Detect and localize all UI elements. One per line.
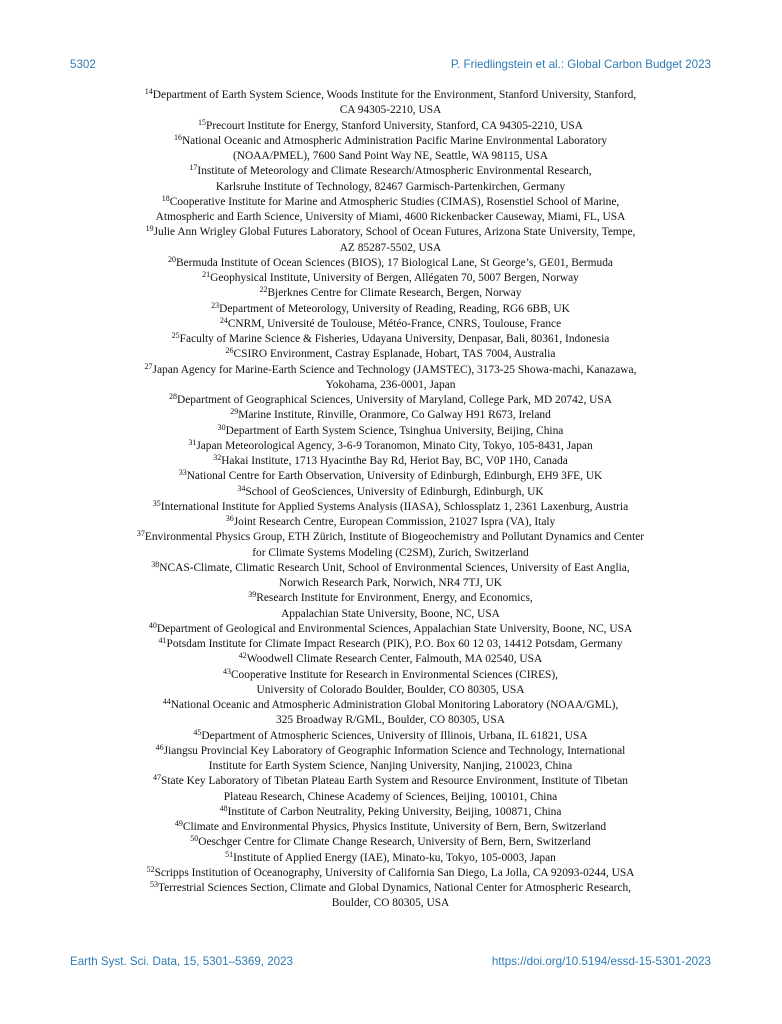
affiliation-text-line: Karlsruhe Institute of Technology, 82467 Garmisch-Partenkirchen, Germany: [215, 180, 566, 193]
affiliation-text-line: NCAS-Climate, Climatic Research Unit, School of Environmental Sciences, University of East Anglia,: [159, 561, 630, 574]
affiliation-text-line: Bermuda Institute of Ocean Sciences (BIOS), 17 Biological Lane, St George’s, GE01, Bermuda: [176, 256, 613, 269]
affiliation-14: [70, 88, 711, 119]
affiliation-number: 31: [188, 437, 197, 447]
affiliation-28: [70, 393, 711, 408]
journal-citation: Earth Syst. Sci. Data, 15, 5301–5369, 2023: [70, 955, 294, 968]
affiliation-text-line: University of Colorado Boulder, Boulder, CO 80305, USA: [256, 683, 525, 696]
affiliation-number: 40: [148, 620, 157, 630]
affiliation-text-line: Precourt Institute for Energy, Stanford University, Stanford, CA 94305-2210, USA: [205, 119, 583, 132]
affiliation-text-line: Japan Meteorological Agency, 3-6-9 Toranomon, Minato City, Tokyo, 105-8431, Japan: [196, 439, 593, 452]
affiliation-text-line: CNRM, Université de Toulouse, Météo-France, CNRS, Toulouse, France: [227, 317, 562, 330]
affiliation-number: 48: [219, 803, 228, 813]
affiliation-number: 25: [171, 331, 180, 340]
affiliation-45: [70, 729, 711, 744]
affiliation-number: 42: [238, 651, 247, 661]
affiliation-number: 45: [193, 727, 202, 737]
affiliation-number: 52: [146, 864, 155, 874]
affiliation-24: [70, 317, 711, 332]
affiliation-number: 36: [225, 514, 234, 523]
affiliation-text-line: Institute for Earth System Science, Nanjing University, Nanjing, 210023, China: [208, 760, 573, 772]
affiliation-text-line: Yokohama, 236-0001, Japan: [325, 378, 456, 391]
affiliation-number: 21: [202, 270, 211, 279]
affiliation-32: [70, 454, 711, 469]
affiliation-number: 16: [173, 132, 182, 142]
affiliation-text-line: School of GeoSciences, University of Edinburgh, Edinburgh, UK: [245, 485, 544, 498]
affiliation-text-line: Woodwell Climate Research Center, Falmouth, MA 02540, USA: [246, 653, 543, 666]
affiliation-text-line: for Climate Systems Modeling (C2SM), Zurich, Switzerland: [252, 546, 529, 559]
affiliation-number: 46: [155, 742, 164, 752]
affiliation-text-line: Joint Research Centre, European Commission, 21027 Ispra (VA), Italy: [233, 516, 556, 528]
affiliation-text-line: Julie Ann Wrigley Global Futures Laboratory, School of Ocean Futures, Arizona State University, Tempe,: [153, 226, 636, 239]
affiliation-21: [70, 271, 711, 286]
affiliation-number: 27: [144, 361, 153, 371]
affiliation-number: 26: [225, 346, 234, 356]
affiliation-text-line: Climate and Environmental Physics, Physics Institute, University of Bern, Bern, Switzerland: [182, 821, 607, 833]
affiliation-16: [70, 134, 711, 165]
affiliation-text-line: Terrestrial Sciences Section, Climate and Global Dynamics, National Center for Atmospheric Research,: [157, 882, 632, 894]
affiliation-number: 24: [219, 315, 228, 325]
affiliation-text-line: National Centre for Earth Observation, University of Edinburgh, Edinburgh, EH9 3FE, UK: [186, 470, 603, 483]
affiliation-41: [70, 637, 711, 652]
affiliation-18: [70, 195, 711, 226]
doi-link[interactable]: https://doi.org/10.5194/essd-15-5301-2023: [491, 955, 711, 968]
affiliation-text-line: National Oceanic and Atmospheric Administration Global Monitoring Laboratory (NOAA/GML),: [170, 699, 619, 711]
affiliation-25: [70, 332, 711, 347]
affiliation-22: [70, 286, 711, 301]
affiliation-43: [70, 668, 711, 699]
affiliation-number: 33: [178, 468, 187, 478]
affiliation-text-line: CSIRO Environment, Castray Esplanade, Hobart, TAS 7004, Australia: [233, 348, 556, 361]
affiliation-20: [70, 256, 711, 271]
affiliation-text-line: Institute of Meteorology and Climate Research/Atmospheric Environmental Research,: [197, 165, 592, 178]
affiliation-number: 32: [213, 453, 222, 462]
affiliation-44: [70, 698, 711, 729]
affiliation-text-line: Faculty of Marine Science & Fisheries, Udayana University, Denpasar, Bali, 80361, Indonesia: [179, 333, 610, 345]
affiliation-number: 22: [259, 285, 268, 295]
affiliation-31: [70, 439, 711, 454]
affiliation-34: [70, 485, 711, 500]
affiliation-number: 29: [230, 407, 239, 417]
affiliation-number: 23: [211, 300, 220, 310]
affiliation-text-line: Hakai Institute, 1713 Hyacinthe Bay Rd, Heriot Bay, BC, V0P 1H0, Canada: [221, 455, 568, 467]
affiliation-number: 14: [144, 87, 153, 96]
affiliation-text-line: Institute of Carbon Neutrality, Peking University, Beijing, 100871, China: [227, 805, 562, 818]
affiliation-number: 35: [152, 498, 161, 508]
affiliation-47: [70, 774, 711, 805]
affiliation-number: 39: [248, 590, 257, 600]
affiliation-text-line: Research Institute for Environment, Energy, and Economics,: [256, 592, 533, 605]
affiliation-number: 38: [151, 559, 160, 569]
affiliation-text-line: Appalachian State University, Boone, NC, USA: [281, 607, 500, 620]
affiliation-35: [70, 500, 711, 515]
affiliation-text-line: Cooperative Institute for Research in Environmental Sciences (CIRES),: [230, 668, 559, 681]
affiliation-text-line: Japan Agency for Marine-Earth Science and Technology (JAMSTEC), 3173-25 Showa-machi, Kanazawa,: [152, 363, 637, 376]
affiliation-text-line: Oeschger Centre for Climate Change Research, University of Bern, Bern, Switzerland: [198, 836, 591, 849]
affiliation-33: [70, 469, 711, 484]
page-number: 5302: [70, 58, 96, 71]
affiliation-text-line: AZ 85287-5502, USA: [339, 241, 442, 254]
affiliation-text-line: Environmental Physics Group, ETH Zürich, Institute of Biogeochemistry and Pollutant Dynamics and Center: [144, 531, 645, 544]
affiliation-49: [70, 820, 711, 835]
affiliation-52: [70, 866, 711, 881]
affiliation-37: [70, 530, 711, 561]
affiliation-text-line: Plateau Research, Chinese Academy of Sciences, Beijing, 100101, China: [223, 790, 558, 803]
affiliation-text-line: 325 Broadway R/GML, Boulder, CO 80305, USA: [276, 714, 505, 727]
affiliation-19: [70, 225, 711, 256]
affiliation-39: [70, 591, 711, 622]
affiliation-text-line: Geophysical Institute, University of Bergen, Allégaten 70, 5007 Bergen, Norway: [210, 272, 579, 284]
affiliation-text-line: Institute of Applied Energy (IAE), Minato-ku, Tokyo, 105-0003, Japan: [233, 851, 556, 864]
affiliation-number: 15: [197, 117, 206, 127]
affiliation-number: 47: [153, 773, 162, 783]
affiliation-30: [70, 424, 711, 439]
affiliation-number: 44: [162, 697, 171, 706]
affiliation-text-line: (NOAA/PMEL), 7600 Sand Point Way NE, Seattle, WA 98115, USA: [233, 150, 548, 162]
affiliation-text-line: Department of Atmospheric Sciences, University of Illinois, Urbana, IL 61821, USA: [201, 729, 588, 742]
affiliation-text-line: International Institute for Applied Systems Analysis (IIASA), Schlossplatz 1, 2361 Laxenburg, Austria: [160, 500, 629, 513]
affiliation-text-line: Cooperative Institute for Marine and Atmospheric Studies (CIMAS), Rosenstiel School of Marine,: [169, 195, 620, 208]
affiliation-number: 50: [190, 834, 199, 844]
affiliation-number: 49: [174, 819, 183, 828]
affiliation-23: [70, 302, 711, 317]
affiliation-15: [70, 119, 711, 134]
affiliation-number: 18: [161, 193, 170, 203]
affiliation-number: 53: [149, 880, 158, 889]
affiliation-51: [70, 851, 711, 866]
affiliation-text-line: Atmospheric and Earth Science, University of Miami, 4600 Rickenbacker Causeway, Miami, FL, USA: [155, 211, 626, 223]
affiliation-list: [70, 88, 711, 912]
affiliation-text-line: Potsdam Institute for Climate Impact Research (PIK), P.O. Box 60 12 03, 14412 Potsdam, Germany: [166, 638, 623, 650]
affiliation-29: [70, 408, 711, 423]
running-title: P. Friedlingstein et al.: Global Carbon Budget 2023: [450, 58, 711, 71]
affiliation-number: 19: [145, 224, 154, 234]
affiliation-50: [70, 835, 711, 850]
affiliation-number: 37: [136, 529, 145, 539]
affiliation-46: [70, 744, 711, 775]
affiliation-number: 43: [222, 666, 231, 676]
affiliation-text-line: Department of Earth System Science, Woods Institute for the Environment, Stanford University, Stanford,: [152, 89, 637, 101]
affiliation-text-line: Department of Geographical Sciences, University of Maryland, College Park, MD 20742, USA: [177, 394, 612, 406]
affiliation-42: [70, 652, 711, 667]
affiliation-number: 20: [168, 254, 177, 264]
affiliation-text-line: Department of Meteorology, University of Reading, Reading, RG6 6BB, UK: [219, 302, 570, 315]
affiliation-number: 51: [225, 849, 234, 859]
affiliation-text-line: Bjerknes Centre for Climate Research, Bergen, Norway: [267, 287, 522, 300]
affiliation-text-line: Department of Earth System Science, Tsinghua University, Beijing, China: [225, 424, 564, 437]
affiliation-17: [70, 164, 711, 195]
affiliation-48: [70, 805, 711, 820]
affiliation-number: 28: [169, 392, 178, 401]
affiliation-26: [70, 347, 711, 362]
affiliation-53: [70, 881, 711, 912]
affiliation-27: [70, 363, 711, 394]
affiliation-text-line: Jiangsu Provincial Key Laboratory of Geographic Information Science and Technology, International: [163, 744, 626, 757]
affiliation-text-line: Boulder, CO 80305, USA: [331, 897, 450, 910]
affiliation-number: 17: [189, 163, 198, 173]
affiliation-text-line: National Oceanic and Atmospheric Administration Pacific Marine Environmental Laboratory: [181, 134, 608, 147]
affiliation-number: 41: [158, 636, 167, 645]
affiliation-text-line: Department of Geological and Environmental Sciences, Appalachian State University, Boone, NC, USA: [156, 622, 633, 635]
affiliation-40: [70, 622, 711, 637]
affiliation-text-line: Norwich Research Park, Norwich, NR4 7TJ, UK: [278, 577, 503, 589]
affiliation-38: [70, 561, 711, 592]
affiliation-number: 34: [237, 483, 246, 493]
affiliation-number: 30: [217, 422, 226, 432]
affiliation-text-line: Scripps Institution of Oceanography, University of California San Diego, La Jolla, CA 92093-0244, USA: [154, 866, 635, 879]
affiliation-text-line: Marine Institute, Rinville, Oranmore, Co Galway H91 R673, Ireland: [238, 409, 551, 422]
affiliation-text-line: State Key Laboratory of Tibetan Plateau Earth System and Resource Environment, Institute of Tibetan: [161, 775, 628, 788]
affiliation-36: [70, 515, 711, 530]
affiliation-text-line: CA 94305-2210, USA: [339, 104, 442, 117]
